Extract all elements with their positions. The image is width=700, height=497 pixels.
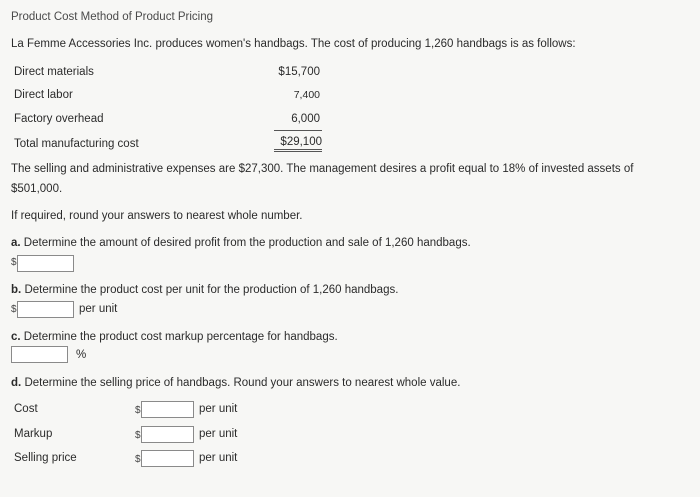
rounding-note: If required, round your answers to nearest whole number. xyxy=(11,210,303,222)
cost-per-unit-input[interactable] xyxy=(17,301,74,318)
cost-currency: $ xyxy=(135,405,141,416)
desired-profit-input[interactable] xyxy=(17,255,74,272)
markup-percentage-input[interactable] xyxy=(11,346,68,363)
expenses-paragraph-line1: The selling and administrative expenses are $27,300. The management desires a profit equal to 18% of invested assets of xyxy=(11,163,634,175)
markup-currency: $ xyxy=(135,430,141,441)
cost-label-factory-overhead: Factory overhead xyxy=(14,113,104,125)
cost-value-total: $29,100 xyxy=(274,136,322,152)
question-a xyxy=(11,237,471,249)
selling-price-currency: $ xyxy=(135,454,141,465)
subtotal-rule xyxy=(274,130,322,131)
cost-label-direct-materials: Direct materials xyxy=(14,66,94,78)
page-title: Product Cost Method of Product Pricing xyxy=(11,11,213,23)
question-d-text: Determine the selling price of handbags. Round your answers to nearest whole value. xyxy=(24,377,461,389)
cost-unit: per unit xyxy=(199,403,238,415)
question-c xyxy=(11,331,338,343)
selling-price-unit: per unit xyxy=(199,452,238,464)
question-d xyxy=(11,377,460,389)
question-b xyxy=(11,284,398,296)
expenses-paragraph-line2: $501,000. xyxy=(11,183,63,195)
markup-per-unit-input[interactable] xyxy=(141,426,194,443)
question-a-letter: a. xyxy=(11,237,21,249)
question-c-unit: % xyxy=(76,349,87,361)
markup-unit: per unit xyxy=(199,428,238,440)
question-a-text: Determine the amount of desired profit from the production and sale of 1,260 handbags. xyxy=(23,237,471,249)
selling-price-row-label-markup: Markup xyxy=(14,428,53,440)
question-c-letter: c. xyxy=(11,331,21,343)
cost-label-direct-labor: Direct labor xyxy=(14,89,73,101)
question-b-letter: b. xyxy=(11,284,22,296)
cost-value-direct-labor: 7,400 xyxy=(293,89,320,101)
question-b-unit: per unit xyxy=(79,303,118,315)
question-b-currency: $ xyxy=(11,304,17,315)
selling-price-per-unit-input[interactable] xyxy=(141,450,194,467)
cost-label-total: Total manufacturing cost xyxy=(14,138,139,150)
cost-per-unit-row-input[interactable] xyxy=(141,401,194,418)
selling-price-row-label-selling-price: Selling price xyxy=(14,452,77,464)
question-d-letter: d. xyxy=(11,377,22,389)
question-b-text: Determine the product cost per unit for the production of 1,260 handbags. xyxy=(24,284,399,296)
question-c-text: Determine the product cost markup percentage for handbags. xyxy=(23,331,338,343)
cost-value-direct-materials: $15,700 xyxy=(278,66,320,78)
selling-price-row-label-cost: Cost xyxy=(14,403,38,415)
question-a-currency: $ xyxy=(11,257,17,268)
cost-value-factory-overhead: 6,000 xyxy=(291,113,320,125)
intro-text: La Femme Accessories Inc. produces women's handbags. The cost of producing 1,260 handbags is as follows: xyxy=(11,38,576,50)
